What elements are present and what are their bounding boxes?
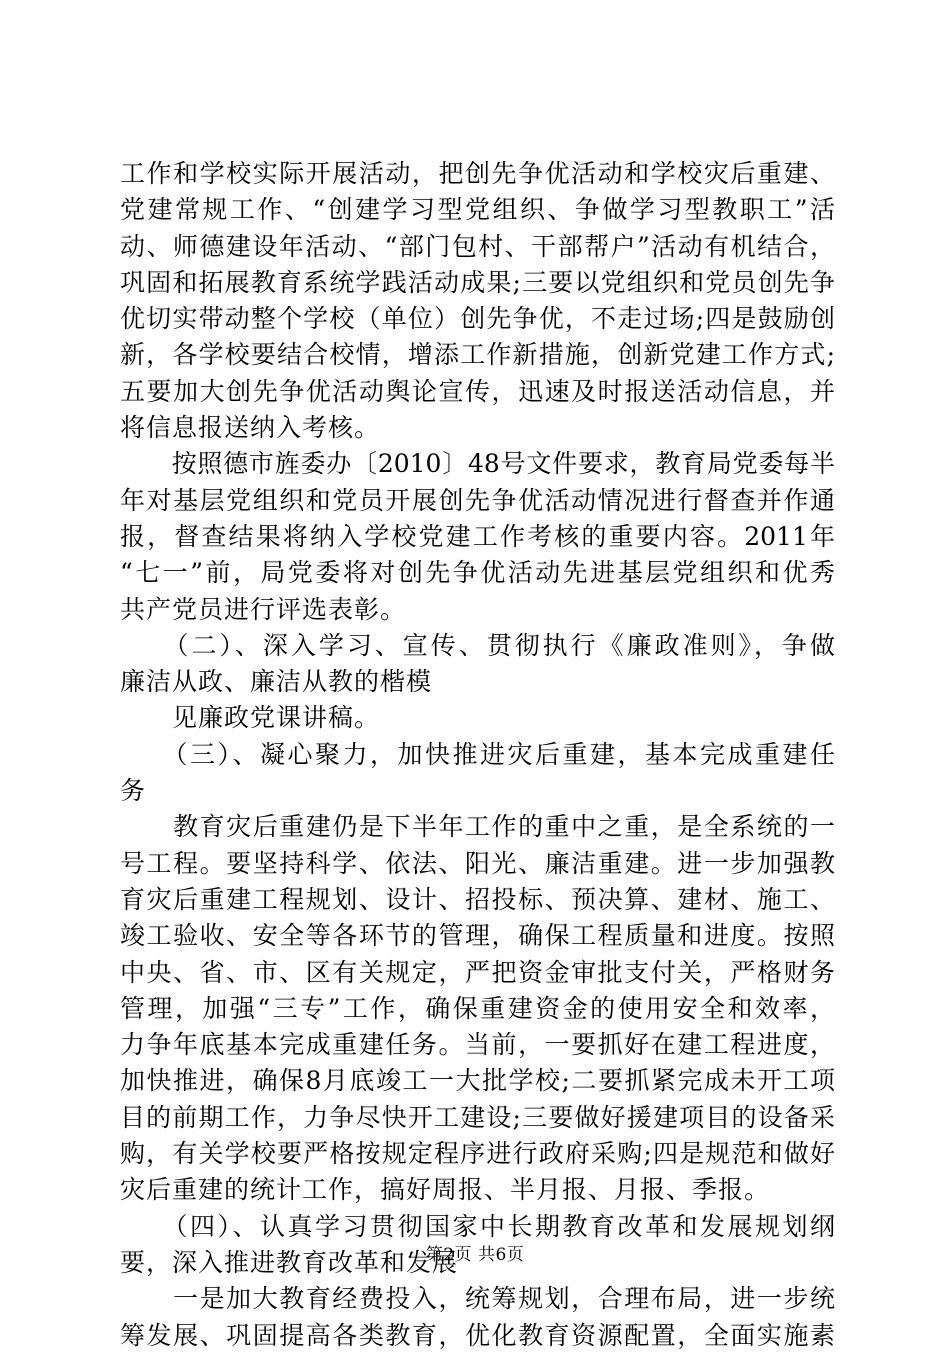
text-line: 筹发展、巩固提高各类教育，优化教育资源配置，全面实施素	[120, 1320, 835, 1350]
text-line: 动、师德建设年活动、“部门包村、干部帮户”活动有机结合，	[120, 231, 835, 261]
text-line: 目的前期工作，力争尽快开工建设;三要做好援建项目的设备采	[120, 1102, 835, 1132]
text-line: 力争年底基本完成重建任务。当前，一要抓好在建工程进度，	[120, 1030, 835, 1060]
section-heading-3: （三）、凝心聚力，加快推进灾后重建，基本完成重建任	[120, 739, 835, 769]
text-line: 按照德市旌委办〔2010〕48号文件要求，教育局党委每半	[120, 449, 835, 479]
text-line: 购，有关学校要严格按规定程序进行政府采购;四是规范和做好	[120, 1139, 835, 1169]
document-body	[120, 156, 835, 1354]
section-heading-2-cont: 廉洁从政、廉洁从教的楷模	[120, 667, 433, 697]
page-number-footer: 第2页 共6页	[425, 1245, 525, 1265]
text-line: 竣工验收、安全等各环节的管理，确保工程质量和进度。按照	[120, 921, 835, 951]
text-line: 报，督查结果将纳入学校党建工作考核的重要内容。2011年	[120, 521, 835, 551]
text-line: 管理，加强“三专”工作，确保重建资金的使用安全和效率，	[120, 993, 835, 1023]
text-line: 见廉政党课讲稿。	[120, 703, 381, 733]
section-heading-4-cont: 要，深入推进教育改革和发展	[120, 1247, 459, 1277]
text-line: 育灾后重建工程规划、设计、招投标、预决算、建材、施工、	[120, 884, 835, 914]
text-line: 灾后重建的统计工作，搞好周报、半月报、月报、季报。	[120, 1175, 771, 1205]
text-line: 新，各学校要结合校情，增添工作新措施，创新党建工作方式;	[120, 340, 835, 370]
section-heading-4: （四）、认真学习贯彻国家中长期教育改革和发展规划纲	[120, 1211, 835, 1241]
text-line: 年对基层党组织和党员开展创先争优活动情况进行督查并作通	[120, 485, 835, 515]
text-line: 工作和学校实际开展活动，把创先争优活动和学校灾后重建、	[120, 159, 835, 188]
text-line: 党建常规工作、“创建学习型党组织、争做学习型教职工”活	[120, 195, 835, 225]
text-line: 中央、省、市、区有关规定，严把资金审批支付关，严格财务	[120, 957, 835, 987]
section-heading-2: （二）、深入学习、宣传、贯彻执行《廉政准则》，争做	[120, 630, 835, 660]
text-line: 号工程。要坚持科学、依法、阳光、廉洁重建。进一步加强教	[120, 848, 835, 878]
text-line: 将信息报送纳入考核。	[120, 413, 381, 443]
text-line: 教育灾后重建仍是下半年工作的重中之重，是全系统的一	[120, 812, 835, 842]
text-line: 五要加大创先争优活动舆论宣传，迅速及时报送活动信息，并	[120, 376, 835, 406]
text-line: 共产党员进行评选表彰。	[120, 594, 407, 624]
text-line: 巩固和拓展教育系统学践活动成果;三要以党组织和党员创先争	[120, 267, 835, 297]
text-line: 加快推进，确保8月底竣工一大批学校;二要抓紧完成未开工项	[120, 1066, 835, 1096]
text-line: “七一”前，局党委将对创先争优活动先进基层党组织和优秀	[120, 558, 835, 588]
section-heading-3-cont: 务	[120, 776, 147, 806]
text-line: 一是加大教育经费投入，统筹规划，合理布局，进一步统	[120, 1284, 835, 1314]
text-line: 优切实带动整个学校（单位）创先争优，不走过场;四是鼓励创	[120, 304, 835, 334]
